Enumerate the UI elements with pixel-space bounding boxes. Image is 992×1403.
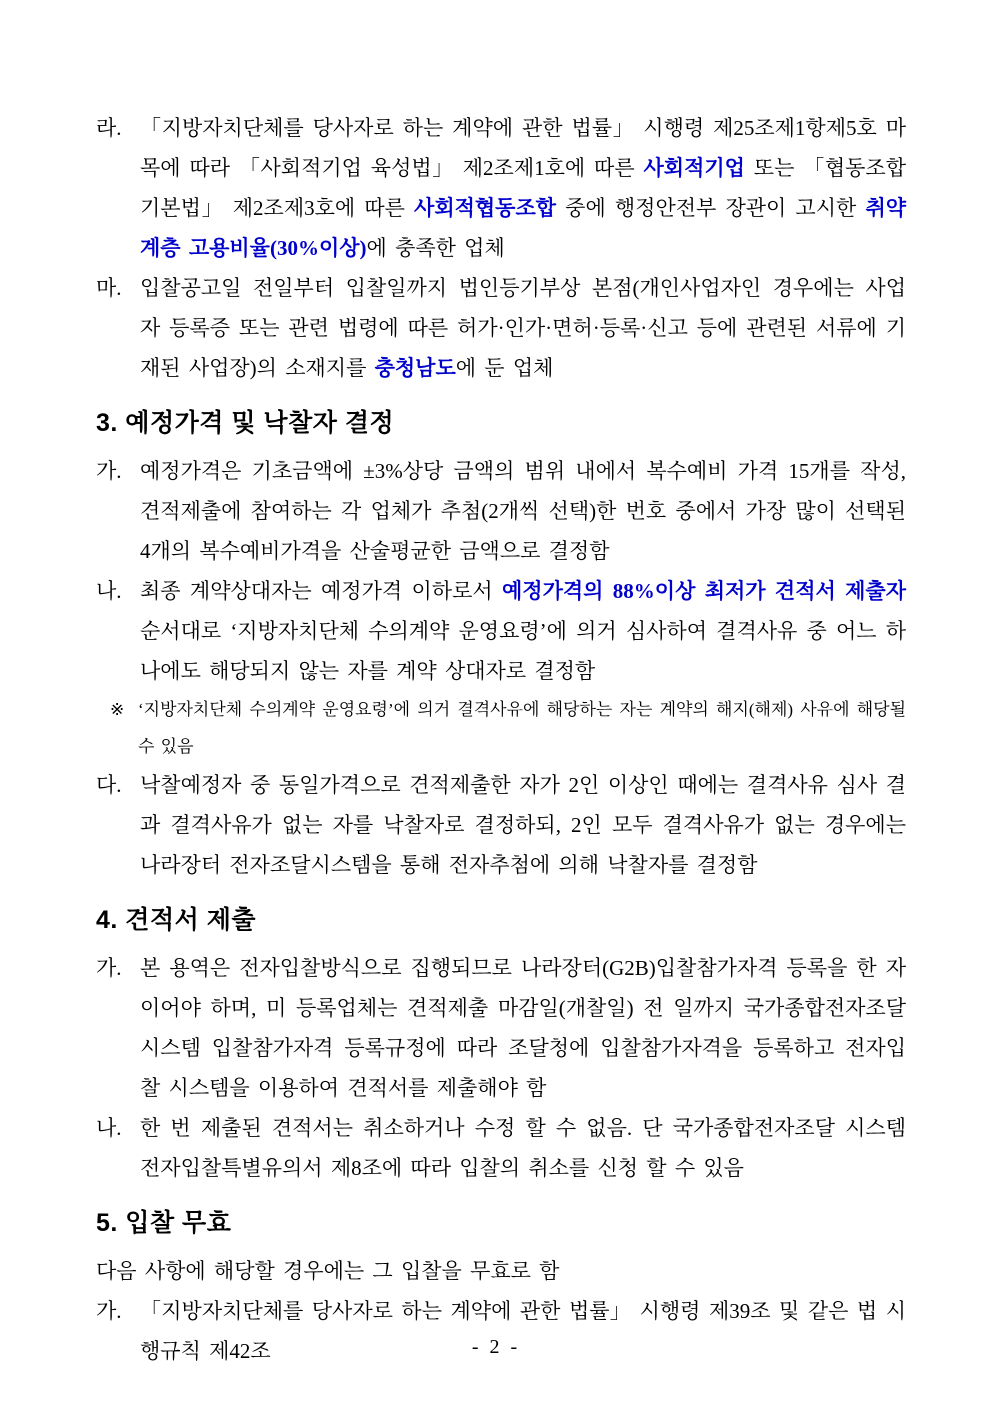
text-segment: 「지방자치단체를 당사자로 하는 계약에 관한 법률」 시행령 제25조제1항제5호 마목에 따라 「사회적기업 육성법」 제2조제1호에 따른 [140,116,906,180]
item-text: 예정가격은 기초금액에 ±3%상당 금액의 범위 내에서 복수예비 가격 15개를 작성, 견적제출에 참여하는 각 업체가 추첨(2개씩 선택)한 번호 중에서 가장 많이 선택된 4개의 복수예비가격을 산술평균한 금액으로 결정함 [140,459,906,563]
text-segment: 최종 계약상대자는 예정가격 이하로서 [140,579,502,603]
text-segment: 에 둔 업체 [455,356,554,380]
section-5-intro: 다음 사항에 해당할 경우에는 그 입찰을 무효로 함 [96,1259,560,1283]
text-segment: 또는 「협동조합 기본법」 제2조제3호에 따른 [140,156,907,220]
page-number: - 2 - [471,1336,521,1358]
item-text: 한 번 제출된 견적서는 취소하거나 수정 할 수 없음. 단 국가종합전자조달 시스템 전자입찰특별유의서 제8조에 따라 입찰의 취소를 신청 할 수 있음 [140,1116,906,1180]
item-text [140,571,906,691]
item-label: 가. [96,459,122,483]
list-item-s3-da [96,765,906,885]
highlight-social-enterprise: 사회적기업 [643,156,745,180]
item-text: 낙찰예정자 중 동일가격으로 견적제출한 자가 2인 이상인 때에는 결격사유 심사 결과 결격사유가 없는 자를 낙찰자로 결정하되, 2인 모두 결격사유가 없는 경우에는 나라장터 전자조달시스템을 통해 전자추첨에 의해 낙찰자를 결정함 [140,773,906,877]
highlight-chungcheongnamdo: 충청남도 [374,356,456,380]
item-text-ra [140,108,906,268]
item-label-ra: 라. [96,116,122,140]
item-text: 본 용역은 전자입찰방식으로 집행되므로 나라장터(G2B)입찰참가자격 등록을 한 자이어야 하며, 미 등록업체는 견적제출 마감일(개찰일) 전 일까지 국가종합전자조달시스템 입찰참가자격 등록규정에 따라 조달청에 입찰참가자격을 등록하고 전자입찰 시스템을 이용하여 견적서를 제출해야 함 [140,956,906,1100]
text-segment: 순서대로 ‘지방자치단체 수의계약 운영요령’에 의거 심사하여 결격사유 중 어느 하나에도 해당되지 않는 자를 계약 상대자로 결정함 [140,619,906,683]
list-item-s4-na [96,1108,906,1188]
note-disqualification [110,691,906,765]
highlight-88-percent-rule: 예정가격의 88%이상 최저가 견적서 제출자 [502,579,906,603]
highlight-social-cooperative: 사회적협동조합 [414,196,557,220]
list-item-s3-na [96,571,906,691]
list-item-ra [96,108,906,268]
item-label: 나. [96,579,122,603]
note-marker: ※ [110,700,125,719]
list-item-s3-ga [96,451,906,571]
section-5-title: 5. 입찰 무효 [96,1209,232,1237]
item-label: 나. [96,1116,122,1140]
text-segment: 입찰공고일 전일부터 입찰일까지 법인등기부상 본점(개인사업자인 경우에는 사업자 등록증 또는 관련 법령에 따른 허가·인가·면허·등록·신고 등에 관련된 서류에 기재된 사업장)의 소재지를 [140,276,906,380]
list-item-ma [96,268,906,388]
section-4-title: 4. 견적서 제출 [96,906,256,934]
text-segment: 중에 행정안전부 장관이 고시한 [556,196,866,220]
highlight-employment-ratio: 취약계층 고용비율(30%이상) [140,196,907,260]
list-item-s5-ga [96,1291,906,1371]
item-text-ma [140,268,906,388]
section-3-title: 3. 예정가격 및 낙찰자 결정 [96,409,395,437]
item-label: 가. [96,1299,122,1323]
note-text: ‘지방자치단체 수의계약 운영요령’에 의거 결격사유에 해당하는 자는 계약의 해지(해제) 사유에 해당될 수 있음 [138,700,906,756]
item-label: 가. [96,956,122,980]
list-item-s4-ga [96,948,906,1108]
item-label: 다. [96,773,122,797]
item-label-ma: 마. [96,276,122,300]
text-segment: 에 충족한 업체 [366,236,505,260]
item-text: 「지방자치단체를 당사자로 하는 계약에 관한 법률」 시행령 제39조 및 같은 법 시행규칙 제42조 [140,1299,906,1363]
